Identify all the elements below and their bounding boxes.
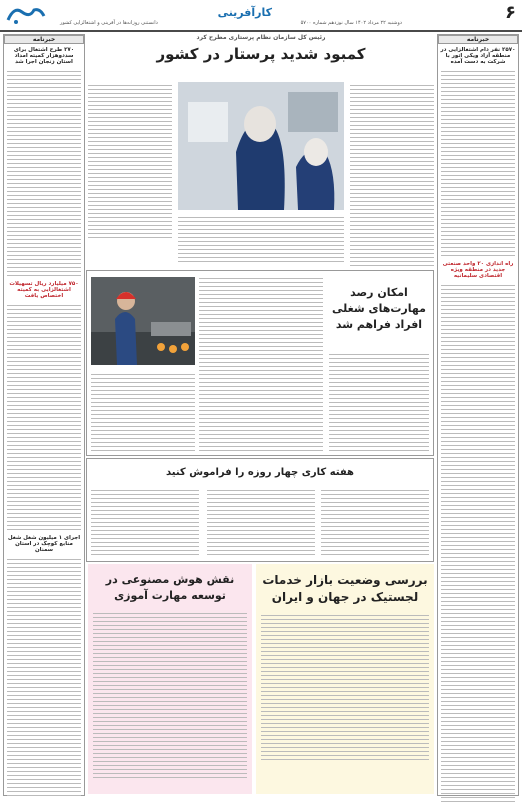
section-title: کارآفرینی: [217, 6, 272, 19]
week-headline: هفته کاری چهار روزه را فراموش کنید: [165, 467, 354, 478]
lead-body-text-right: [350, 82, 434, 267]
ai-story: [88, 564, 252, 794]
lead-kicker: رئیس کل سازمان نظام پرستاری مطرح کرد: [196, 34, 326, 41]
ai-headline: نقش هوش مصنوعی در توسعه مهارت آموزی: [105, 573, 235, 602]
issue-date-line: دوشنبه ۲۲ مرداد ۱۴۰۲ سال نوزدهم شماره ۵۷۰۰: [300, 20, 402, 26]
lead-story-header: [88, 34, 434, 74]
factory-worker-icon: [91, 277, 195, 365]
tagline: دانستنی روزانه‌ها در آفرینی و اشتغالزایی کشور: [60, 20, 158, 26]
skills-headline: امکان رصد مهارت‌های شغلی افراد فراهم شد: [332, 286, 426, 331]
right-headline-2: راه اندازی ۲۰ واحد صنعتی جدید در منطقه ویژه اقتصادی سلیمانیه: [442, 261, 514, 279]
right-column-header: خبرنامه: [438, 35, 518, 44]
logo-icon: [4, 2, 48, 28]
masthead: [0, 0, 522, 32]
nurses-photo-icon: [178, 82, 344, 210]
logistics-story: [256, 564, 434, 794]
right-news-column: [437, 34, 519, 796]
ai-body-text: [88, 604, 252, 780]
lead-body-text-bottom: [178, 214, 344, 264]
week-story: [86, 458, 434, 562]
newspaper-logo: [4, 2, 48, 28]
left-headline-3: اجرای ۱ میلیون شغل شغل منابع کوچک در استان سمنان: [7, 535, 81, 553]
left-headline-1: ۲۷۰ طرح اشتغال برای سددوهزار کمیته امداد استان زنجان اجرا شد: [13, 47, 75, 65]
right-body-text-1: [438, 68, 518, 258]
skills-body-right: [329, 351, 429, 451]
lead-headline: کمبود شدید پرستار در کشور: [156, 45, 366, 63]
worker-photo: [91, 277, 195, 365]
skills-story: [86, 270, 434, 456]
left-body-text-3: [4, 556, 84, 796]
logistics-body-text: [256, 606, 434, 762]
right-headline-1: ۲۵۷۰ نفر دام اشتغالزایی در منطقه آزاد ویکی اتور با شرکت به دست آمده: [440, 47, 516, 65]
lead-body-text-left: [88, 82, 172, 242]
lead-photo: [178, 82, 344, 210]
skills-body-left: [91, 371, 195, 451]
right-body-text-2: [438, 282, 518, 802]
logistics-headline: بررسی وضعیت بازار خدمات لجستیک در جهان و ایران: [262, 573, 428, 604]
left-body-text-2: [4, 302, 84, 532]
skills-body-middle: [199, 275, 323, 451]
left-headline-2: ۷۵۰ میلیارد ریال تسهیلات اشتغالزایی به کمیته اختصاص یافت: [9, 281, 79, 299]
left-body-text-1: [4, 68, 84, 278]
left-column-header: خبرنامه: [4, 35, 84, 44]
left-news-column: [3, 34, 85, 796]
week-body-left: [91, 487, 199, 557]
week-body-middle: [207, 487, 315, 557]
week-body-right: [321, 487, 429, 557]
page-number: ۶: [505, 2, 516, 23]
